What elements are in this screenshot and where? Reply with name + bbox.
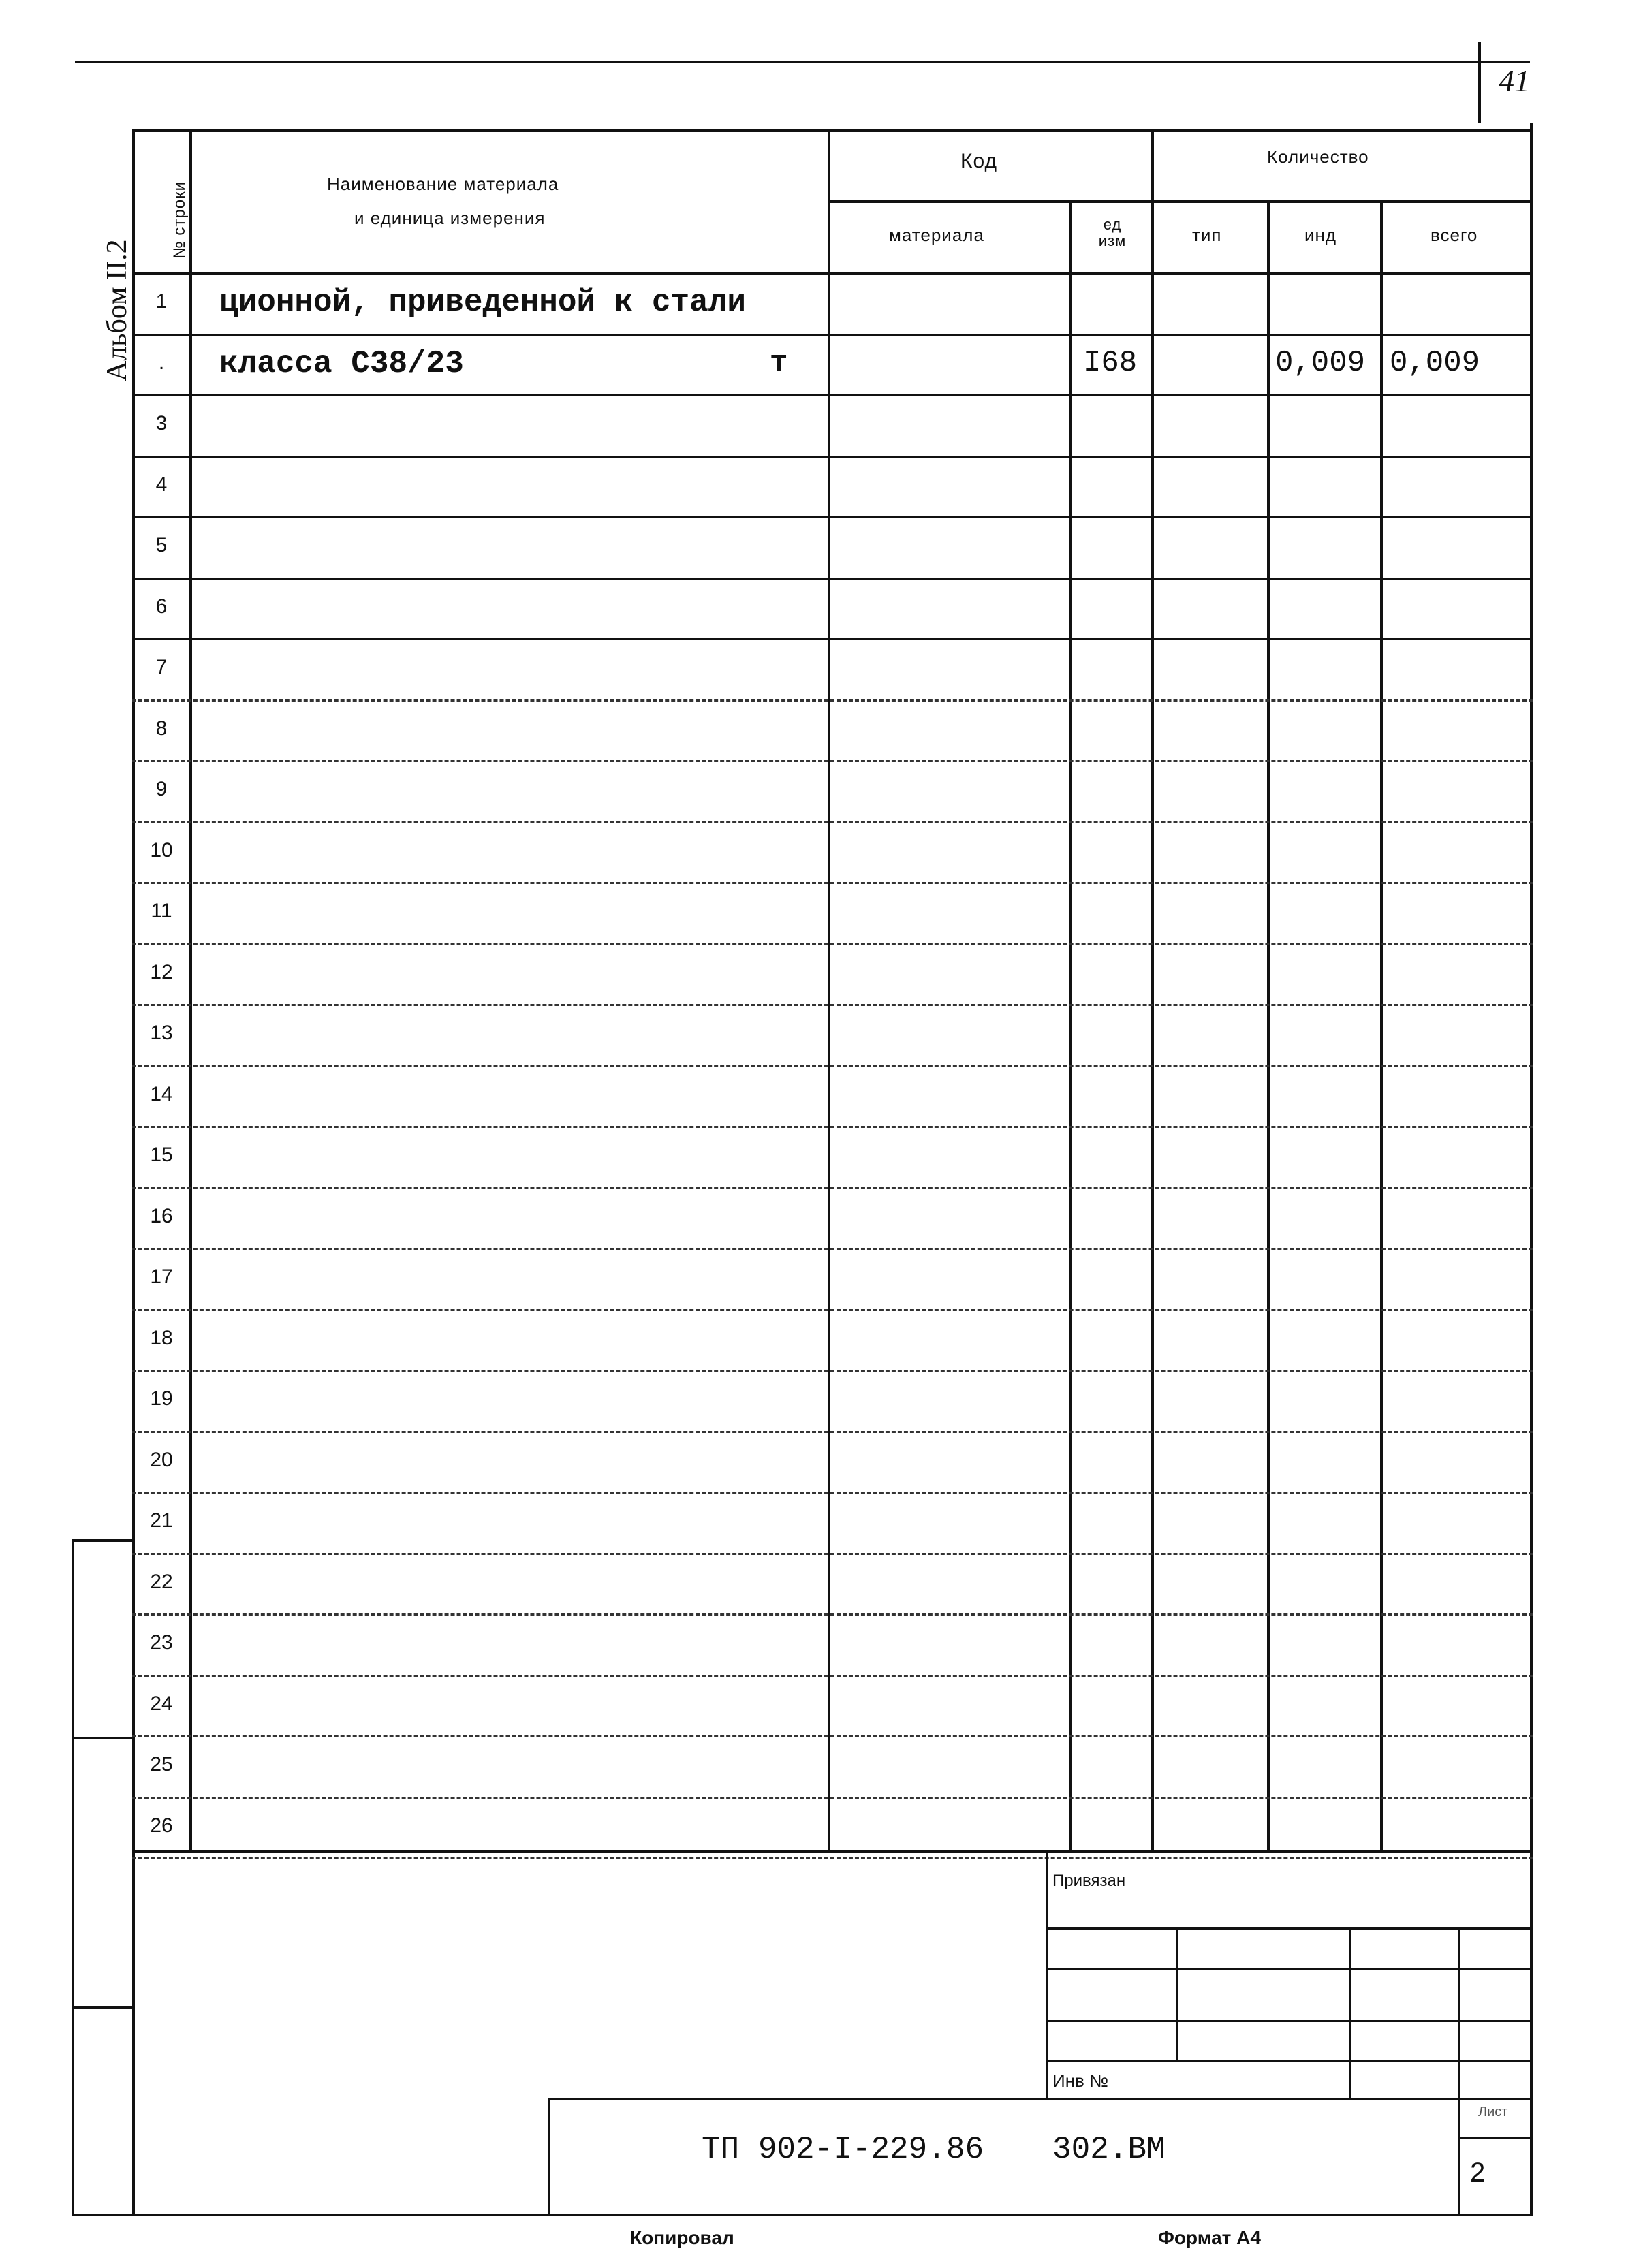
inv-number-label: Инв № (1052, 2070, 1108, 2091)
row-separator (132, 1248, 1533, 1250)
row-number: 17 (150, 1265, 173, 1288)
row-number: 22 (150, 1570, 173, 1593)
row-number: 9 (155, 778, 168, 800)
sheet-label: Лист (1478, 2105, 1508, 2120)
row-number: 6 (155, 595, 168, 618)
row-separator (132, 334, 1533, 336)
page-number: 41 (1499, 63, 1530, 98)
row-separator (132, 394, 1533, 396)
row-number: 1 (155, 290, 168, 313)
row-number: 16 (150, 1204, 173, 1227)
row-number: 3 (155, 412, 168, 435)
format-label: Формат А4 (1158, 2227, 1261, 2248)
row-number: 14 (150, 1082, 173, 1105)
row-separator (132, 1675, 1533, 1677)
row-number: 8 (155, 716, 168, 740)
row-separator (132, 578, 1533, 580)
album-label: Альбом II.2 (101, 239, 133, 381)
frame-right (1530, 123, 1533, 2215)
row-separator (132, 943, 1533, 945)
header-name-line2: и единица измерения (354, 208, 546, 228)
row-number: 19 (150, 1387, 173, 1410)
row-number: 20 (150, 1448, 173, 1471)
row-separator (132, 882, 1533, 884)
row-separator (132, 1492, 1533, 1494)
document-code: ТП 902-I-229.86 (702, 2132, 984, 2167)
row-separator (132, 1857, 1533, 1859)
row-separator (132, 456, 1533, 458)
row-number: 13 (150, 1022, 173, 1044)
header-ind: инд (1304, 225, 1337, 245)
row-number: . (158, 351, 165, 374)
sheet-number: 2 (1470, 2158, 1486, 2188)
linked-label: Привязан (1052, 1872, 1126, 1890)
row-separator (132, 1735, 1533, 1737)
row-separator (132, 516, 1533, 518)
row-number: 21 (150, 1509, 173, 1532)
copied-label: Копировал (630, 2227, 734, 2248)
row-unit-mark: т (770, 345, 788, 380)
row-number: 18 (150, 1326, 173, 1349)
row-ind: 0,009 (1275, 345, 1366, 380)
row-separator (132, 1613, 1533, 1616)
row-unit-code: I68 (1083, 345, 1138, 380)
row-separator (132, 1126, 1533, 1128)
row-name: ционной, приведенной к стали (219, 285, 746, 320)
header-code: Код (960, 150, 998, 172)
row-number: 24 (150, 1692, 173, 1715)
row-separator (132, 699, 1533, 702)
row-separator (132, 760, 1533, 762)
row-number: 23 (150, 1631, 173, 1654)
header-type: тип (1192, 225, 1222, 245)
header-row-number: № строки (170, 180, 189, 259)
row-number: 7 (155, 656, 168, 678)
row-number: 4 (155, 473, 168, 496)
row-name: класса С38/23 (219, 345, 464, 381)
header-material: материала (889, 225, 984, 245)
row-number: 26 (150, 1814, 173, 1837)
row-number: 12 (150, 960, 173, 983)
header-quantity: Количество (1267, 146, 1369, 167)
row-number: 15 (150, 1144, 173, 1166)
row-number: 10 (150, 838, 173, 862)
row-separator (132, 1187, 1533, 1189)
row-separator (132, 1553, 1533, 1555)
row-number: 11 (151, 900, 172, 922)
header-name-line1: Наименование материала (327, 174, 559, 194)
frame-left (132, 131, 135, 2215)
row-separator (132, 1004, 1533, 1006)
row-separator (132, 1370, 1533, 1372)
row-separator (132, 1065, 1533, 1067)
row-number: 5 (155, 534, 168, 556)
row-number: 25 (150, 1753, 173, 1776)
header-unit: ед изм (1098, 216, 1127, 249)
row-separator (132, 1431, 1533, 1433)
header-total: всего (1431, 225, 1478, 245)
row-separator (132, 1309, 1533, 1311)
row-separator (132, 1797, 1533, 1799)
row-separator (132, 638, 1533, 640)
row-total: 0,009 (1390, 345, 1480, 380)
row-separator (132, 821, 1533, 823)
document-suffix: 302.ВМ (1052, 2132, 1166, 2167)
